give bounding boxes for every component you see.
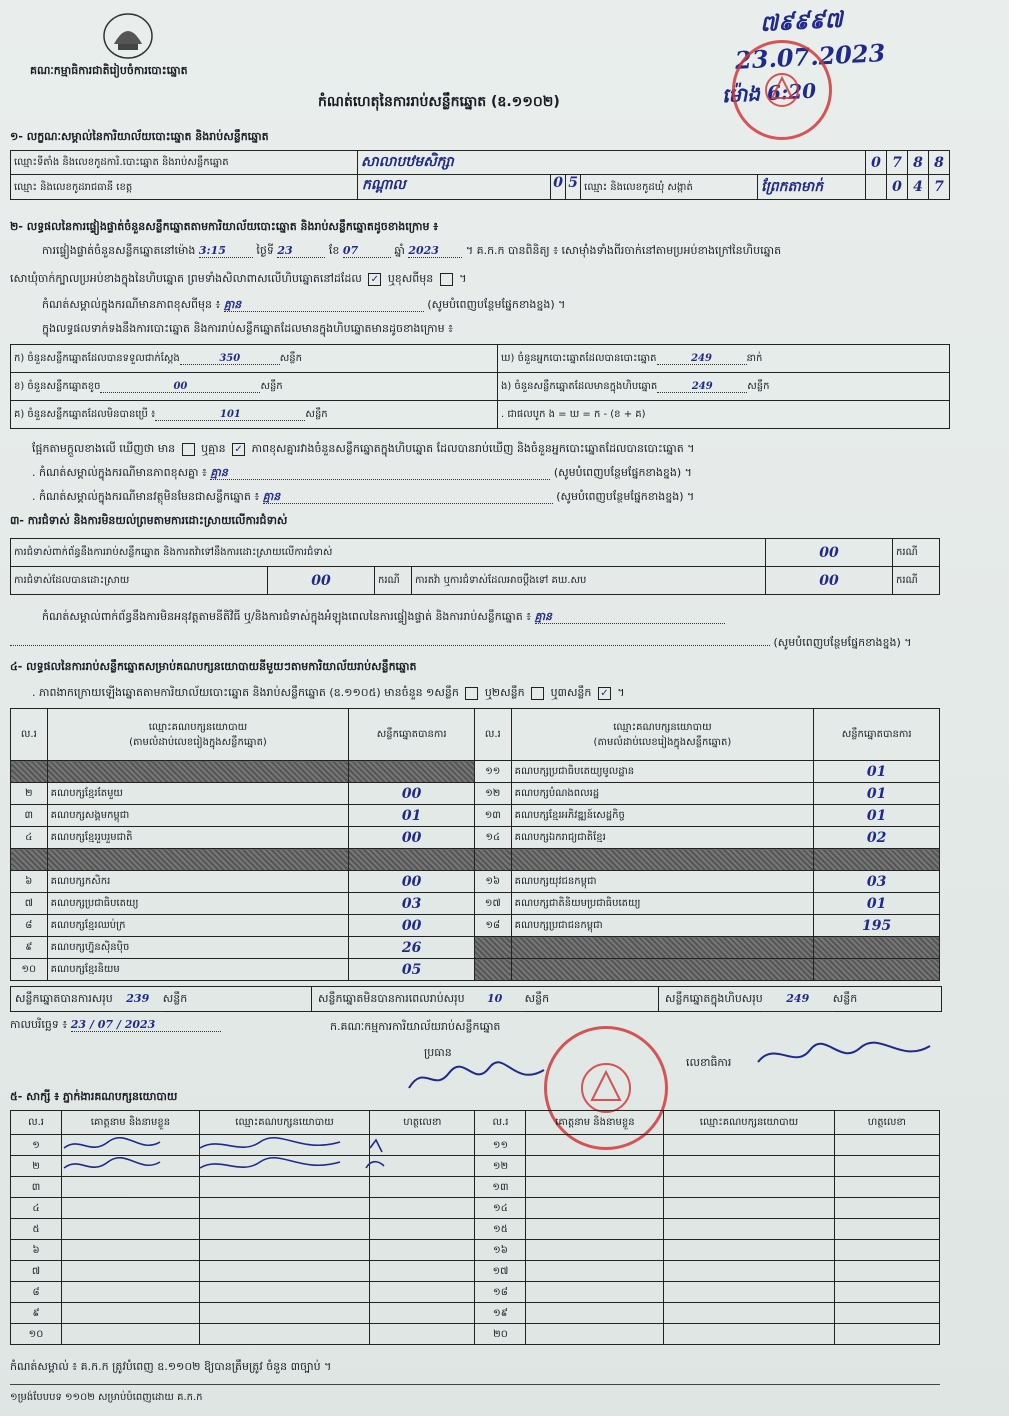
witness-no: ២០ [475,1324,526,1345]
party-name: គណបក្សសង្គមកម្ពុជា [47,805,349,827]
party-votes: 00 [349,783,475,805]
verify-year: 2023 [408,244,462,258]
row-label: ក) ចំនួនសន្លឹកឆ្នោតដែលបានទទួលជាក់ស្តែង [14,353,180,364]
text-fragment: សន្លឹក [162,992,188,1005]
no-difference-checkbox[interactable]: ✓ [232,443,245,456]
col-name: គោត្តនាម និងនាមខ្លួន [526,1111,664,1135]
blank-line [10,645,770,646]
col-party [47,709,349,761]
text-fragment: . កំណត់សម្គាល់ក្នុងករណីមានវត្ថុមិនមែនជាសន្លឹកឆ្នោត ៖ [32,490,260,503]
party-name: គណបក្សប្រជាធិបតេយ្យមូលដ្ឋាន [511,761,814,783]
witness-signature [370,1240,475,1261]
total-box: 249 [763,987,833,1012]
witness-name [526,1282,664,1303]
station-code-digit: 0 [866,151,887,175]
row-label: ខ) ចំនួនសន្លឹកឆ្នោតខូច [14,381,101,392]
row-label: ង) ចំនួនសន្លឹកឆ្នោតដែលមានក្នុងហិបឆ្នោត [501,381,658,392]
has-difference-checkbox[interactable] [182,443,195,456]
total-valid: 239 [113,987,163,1012]
province-label: ឈ្មោះ និងលេខកូដរាជធានី ខេត្ត [11,175,358,200]
note-line-1 [42,298,565,312]
witness-name [526,1156,664,1177]
form-title: កំណត់ហេតុនៃការរាប់សន្លឹកឆ្នោត (ឧ.១១០២) [318,94,560,110]
witness-name [526,1219,664,1240]
witness-name [526,1135,664,1156]
shaded-cell [511,849,814,871]
footer-ref: ១ម្រង់បែបបទ ១១០២ សម្រាប់បំពេញដោយ គ.ក.ក [10,1392,203,1403]
copies-line: . ភាពងាកក្រោយឡើងឆ្នោតតាមការិយាល័យបោះឆ្នោត និងរាប់សន្លឹកឆ្នោត (ឧ.១១០៥) មានចំនួន ១សន្លឹក ឬ២សន្លឹក ឬ៣សន្លឹក ✓ ។ [32,686,625,699]
shaded-cell [511,959,814,981]
witness-party [664,1156,834,1177]
witness-party [664,1324,834,1345]
col-no: ល.រ [11,1111,62,1135]
party-name: គណបក្សខ្មែរឈប់ក្រ [47,915,349,937]
witness-signature [370,1282,475,1303]
verify-time: 3:15 [199,244,253,258]
witness-no: ១៣ [475,1177,526,1198]
shaded-cell [814,849,940,871]
party-row [11,959,940,981]
party-votes: 01 [814,783,940,805]
party-votes: 195 [814,915,940,937]
witness-party [664,1303,834,1324]
witness-signature [834,1198,939,1219]
witness-signature [834,1261,939,1282]
copies-1-checkbox[interactable] [465,687,478,700]
procedure-note-value: គ្មាន [535,610,725,624]
witness-no: ៦ [11,1240,62,1261]
commune-code-digit: 7 [929,175,950,200]
party-name: គណបក្សហ្វ៊ុនស៊ិនប៉ិច [47,937,349,959]
shaded-cell [814,937,940,959]
party-name: គណបក្សប្រជាធិបតេយ្យ [47,893,349,915]
party-no: ១៦ [474,871,511,893]
witness-handwriting-icon [60,1134,390,1178]
col-sign: ហត្ថលេខា [370,1111,475,1135]
col-no: ល.រ [11,709,48,761]
text-fragment: ថ្ងៃទី [256,244,274,257]
witness-name [62,1219,200,1240]
witness-party [664,1219,834,1240]
party-name: គណបក្សខ្មែរអភិវឌ្ឍន៍សេដ្ឋកិច្ច [511,805,814,827]
section4-heading: ៤- លទ្ធផលនៃការរាប់សន្លឹកឆ្នោតសម្រាប់គណបក្សនយោបាយនីមួយៗតាមការិយាល័យរាប់សន្លឹកឆ្នោត [10,660,417,673]
party-votes: 26 [349,937,475,959]
witness-party [664,1177,834,1198]
witness-no: ១១ [475,1135,526,1156]
verify-month: 07 [343,244,391,258]
shaded-cell [474,849,511,871]
witness-signature [370,1177,475,1198]
witness-no: ២ [11,1156,62,1177]
party-no: ៨ [11,915,48,937]
party-no: ១០ [11,959,48,981]
party-row [11,871,940,893]
witness-row [11,1177,940,1198]
row-label: គ) ចំនួនសន្លឹកឆ្នោតដែលមិនបានប្រើ ៖ [14,409,156,420]
shaded-cell [47,761,349,783]
party-votes: 01 [349,805,475,827]
witness-no: ១២ [475,1156,526,1177]
party-no: ១៤ [474,827,511,849]
col-votes: សន្លឹកឆ្នោតបានការ [349,709,475,761]
complaints-label: ការជំទាស់ពាក់ព័ន្ធនឹងការរាប់សន្លឹកឆ្នោត និងការតវ៉ាទៅនឹងការដោះស្រាយលើការជំទាស់ [11,539,766,567]
party-no: ៩ [11,937,48,959]
text-fragment: សន្លឹកឆ្នោតក្នុងហិបសរុប [665,992,763,1005]
party-name: គណបក្សខ្មែរតែមួយ [47,783,349,805]
footer-note: កំណត់សម្គាល់ ៖ គ.ក.ក ត្រូវបំពេញ ឧ.១១០២ ឱ្យបានត្រឹមត្រូវ ចំនួន ៣ច្បាប់ ។ [10,1360,332,1373]
totals-row [10,986,942,1012]
party-votes: 05 [349,959,475,981]
unit-label: ករណី [375,567,412,595]
witness-no: ៨ [11,1282,62,1303]
party-row [11,937,940,959]
section1-table [10,150,950,200]
committee-name: គណៈកម្មាធិការជាតិរៀបចំការបោះឆ្នោត [30,64,188,77]
shaded-cell [511,937,814,959]
party-name: គណបក្សឯករាជ្យជាតិខ្មែរ [511,827,814,849]
note-line-3 [32,490,694,504]
verification-line [42,244,781,258]
party-rows [11,761,940,981]
witness-party [664,1261,834,1282]
witness-no: ៩ [11,1303,62,1324]
commune-value: ព្រែកតាមាក់ [758,175,866,200]
party-row [11,783,940,805]
verify-day: 23 [277,244,325,258]
party-row [11,805,940,827]
row-unit: សន្លឹក [747,381,770,392]
text-fragment: កាលបរិច្ឆេទ ៖ [10,1018,68,1031]
witness-no: ១៩ [475,1303,526,1324]
witness-no: ១ [11,1135,62,1156]
witness-name [62,1240,200,1261]
text-fragment: ខែ [328,244,340,257]
text-fragment: សោឃុំចាក់ក្បាលប្រអប់ខាងក្នុងនៃហិបឆ្នោត ព្រមទាំងសិលាពាសលើហិបឆ្នោតនៅដដែល [10,272,362,285]
party-no: ៣ [11,805,48,827]
commune-label: ឈ្មោះ និងលេខកូដឃុំ សង្កាត់ [580,175,757,199]
witness-signature [834,1135,939,1156]
witness-name [526,1177,664,1198]
witness-party [199,1198,369,1219]
unit-label: ករណី [893,539,940,567]
text-fragment: ឆ្នាំ [394,244,405,257]
col-no: ល.រ [474,709,511,761]
party-no: ២ [11,783,48,805]
footer-divider [10,1384,940,1385]
party-name: គណបក្សខ្មែររួបរួមជាតិ [47,827,349,849]
witness-signature [370,1219,475,1240]
witness-signature [834,1303,939,1324]
witness-no: ១៨ [475,1282,526,1303]
witness-name [526,1240,664,1261]
shaded-cell [349,761,475,783]
complaints-table [10,538,940,595]
shaded-cell [474,959,511,981]
party-votes: 03 [349,893,475,915]
col-no: ល.រ [475,1111,526,1135]
appeal-label: ការតវ៉ា ឬការជំទាស់ដែលអាចប្តឹងទៅ គឃ.សប [412,567,766,595]
text-fragment: សន្លឹកឆ្នោតមិនបានការពេលរាប់សរុប [318,992,465,1005]
station-code-digit: 8 [929,151,950,175]
witness-signature [370,1198,475,1219]
col-party: ឈ្មោះគណបក្សនយោបាយ [664,1111,834,1135]
official-stamp-top [732,40,832,140]
party-row [11,849,940,871]
witness-no: ៥ [11,1219,62,1240]
witness-row [11,1261,940,1282]
section1-heading: ១- លក្ខណៈសម្គាល់នៃការិយាល័យបោះឆ្នោត និងរាប់សន្លឹកឆ្នោត [10,130,269,143]
witness-no: ៧ [11,1261,62,1282]
party-name: គណបក្សកសិករ [47,871,349,893]
station-code-digit: 7 [887,151,908,175]
party-no: ៤ [11,827,48,849]
witness-party [199,1303,369,1324]
party-votes: 00 [349,827,475,849]
witness-party [199,1282,369,1303]
party-name: គណបក្សប្រជាជនកម្ពុជា [511,915,814,937]
party-row [11,893,940,915]
witness-party [199,1177,369,1198]
witness-party [664,1198,834,1219]
witness-signature [370,1303,475,1324]
row-unit: សន្លឹក [305,409,328,420]
col-name: គោត្តនាម និងនាមខ្លួន [62,1111,200,1135]
copies-2-checkbox[interactable] [531,687,544,700]
procedure-note-line-2 [10,636,940,649]
shaded-cell [349,849,475,871]
witness-row [11,1303,940,1324]
party-row [11,761,940,783]
procedure-note [42,610,725,624]
formula-label: . ជាផលបូក ង = ឃ = ក - (ខ + គ) [501,409,646,420]
witness-name [526,1261,664,1282]
party-name: គណបក្សបំណងពលរដ្ឋ [511,783,814,805]
col-sign: ហត្ថលេខា [834,1111,939,1135]
col-party-title: ឈ្មោះគណបក្សនយោបាយ [148,721,248,733]
seal-line: សោឃុំចាក់ក្បាលប្រអប់ខាងក្នុងនៃហិបឆ្នោត ព្រមទាំងសិលាពាសលើហិបឆ្នោតនៅដដែល ✓ ឬខុសពីមុន ។ [10,272,467,285]
resolved-label: ការជំទាស់ដែលបានដោះស្រាយ [11,567,268,595]
handwritten-time: ម៉ោង 6:20 [721,78,817,108]
witness-no: ១០ [11,1324,62,1345]
party-no: ១២ [474,783,511,805]
text-fragment: ផ្អែកតាមក្តួលខាងលើ ឃើញថា មាន [32,442,176,455]
section5-heading: ៥- សាក្សី ៖ ភ្នាក់ងារគណបក្សនយោបាយ [10,1090,178,1103]
witness-party [664,1282,834,1303]
witness-signature [834,1324,939,1345]
witness-row [11,1324,940,1345]
province-value: កណ្តាល [362,177,406,193]
witness-name [526,1303,664,1324]
note-value: គ្មាន [224,298,424,312]
signing-date: 23 / 07 / 2023 [71,1018,221,1032]
party-name: គណបក្សយុវជនកម្ពុជា [511,871,814,893]
col-votes: សន្លឹកឆ្នោតបានការ [814,709,940,761]
secretary-label: លេខាធិការ [686,1056,732,1069]
text-fragment: . កំណត់សម្គាល់ក្នុងករណីមានភាពខុសគ្នា ៖ [32,466,207,479]
shaded-cell [474,937,511,959]
witness-no: ៣ [11,1177,62,1198]
section3-heading: ៣- ការជំទាស់ និងការមិនយល់ព្រមតាមការដោះស្រាយលើការជំទាស់ [10,514,288,527]
commune-code-digit: 0 [887,175,908,200]
unused-value: 101 [155,409,305,421]
party-votes: 03 [814,871,940,893]
text-fragment: ឬ២សន្លឹក [484,686,525,699]
col-party-sub: (តាមលំដាប់លេខរៀងក្នុងសន្លឹកឆ្នោត) [593,736,732,748]
province-code-digit: 0 [550,175,565,199]
station-code-digit: 8 [908,151,929,175]
text-fragment: ឬខុសពីមុន [387,272,434,285]
witness-signature [834,1177,939,1198]
text-fragment: សន្លឹក [524,992,550,1005]
party-votes: 01 [814,761,940,783]
witness-signature [834,1282,939,1303]
text-fragment: កំណត់សម្គាល់ពាក់ព័ន្ធនឹងការមិនអនុវត្តតាមនីតិវិធី ឬ/និងការជំទាស់ក្នុងអំឡុងពេលនៃការផ្ទៀងផ្ទាត់ និងការរាប់សន្លឹកឆ្នោត ៖ [42,610,532,623]
text-fragment: ឬគ្មាន [201,442,226,455]
text-fragment: (សូមបំពេញបន្ថែមផ្នែកខាងខ្នង) ។ [427,298,566,311]
party-row [11,827,940,849]
witness-row [11,1198,940,1219]
text-fragment: (សូមបំពេញបន្ថែមផ្នែកខាងខ្នង) ។ [556,490,695,503]
witness-signature [370,1261,475,1282]
witness-signature [834,1156,939,1177]
party-votes: 02 [814,827,940,849]
chair-signature-icon [404,1058,554,1098]
shaded-cell [11,849,48,871]
party-no: ១៧ [474,893,511,915]
text-fragment: ។ គ.ក.ក បានពិនិត្យ ៖ សោម៉ាំងទាំងពីរចាក់នៅតាមប្រអប់ខាងក្រៅនៃហិបឆ្នោត [465,244,782,257]
text-fragment: កំណត់សម្គាល់ក្នុងករណីមានភាពខុសពីមុន ៖ [42,298,221,311]
witness-party [199,1240,369,1261]
copies-3-checkbox[interactable]: ✓ [598,687,611,700]
party-name: គណបក្សជាតិនិយមប្រជាធិបតេយ្យ [511,893,814,915]
witness-row [11,1240,940,1261]
party-no: ១៣ [474,805,511,827]
shaded-cell [11,761,48,783]
station-value: សាលាបឋមសិក្សា [358,151,866,175]
witness-no: ១៤ [475,1198,526,1219]
witness-signature [370,1324,475,1345]
col-party-title: ឈ្មោះគណបក្សនយោបាយ [613,721,712,733]
total-invalid: 10 [465,987,525,1012]
party-no: ៦ [11,871,48,893]
unit-label: ករណី [893,567,940,595]
text-fragment: ភាពខុសគ្នារវាងចំនួនសន្លឹកឆ្នោតក្នុងហិបឆ្នោត ដែលបានរាប់ឃើញ និងចំនួនអ្នកបោះឆ្នោតដែលបានបោះឆ្នោត ។ [251,442,695,455]
col-party-sub: (តាមលំដាប់លេខរៀងក្នុងសន្លឹកឆ្នោត) [129,736,267,748]
handwritten-code: ៧៩៩៩៧ [759,6,844,38]
text-fragment: . ភាពងាកក្រោយឡើងឆ្នោតតាមការិយាល័យបោះឆ្នោត និងរាប់សន្លឹកឆ្នោត (ឧ.១១០៥) មានចំនួន ១សន្លឹក [32,686,459,699]
row-unit: សន្លឹក [279,353,302,364]
party-results-table [10,708,940,981]
handwritten-date: 23.07.2023 [734,38,886,75]
witness-party [199,1324,369,1345]
text-fragment: (សូមបំពេញបន្ថែមផ្នែកខាងខ្នង) ។ [773,636,912,649]
party-votes: 01 [814,805,940,827]
section2-heading: ២- លទ្ធផលនៃការផ្ទៀងផ្ទាត់ចំនួនសន្លឹកឆ្នោតតាមការិយាល័យបោះឆ្នោត និងរាប់សន្លឹកឆ្នោតដូចខាងក្រោម ៖ [10,220,439,233]
spoiled-value: 00 [100,381,260,393]
date-line [10,1018,221,1032]
witness-signature [834,1219,939,1240]
row-label: ឃ) ចំនួនអ្នកបោះឆ្នោតដែលបានបោះឆ្នោត [501,353,657,364]
shaded-cell [47,849,349,871]
party-no: ១១ [474,761,511,783]
received-value: 350 [180,353,280,365]
secretary-signature-icon [750,1030,940,1080]
party-votes: 00 [349,871,475,893]
witness-name [62,1177,200,1198]
col-party [511,709,814,761]
changed-checkbox[interactable] [440,273,453,286]
shaded-cell [814,959,940,981]
row-unit: នាក់ [746,353,763,364]
row-unit: សន្លឹក [260,381,283,392]
emblem-icon [100,10,156,62]
appeal-value: 00 [766,567,893,595]
witness-party [664,1135,834,1156]
note2-value: គ្មាន [210,466,550,480]
witness-party [199,1219,369,1240]
party-no: ៧ [11,893,48,915]
complaints-value: 00 [766,539,893,567]
witness-name [62,1324,200,1345]
station-label: ឈ្មោះទីតាំង និងលេខកូដការិ.បោះឆ្នោត និងរាប់សន្លឹកឆ្នោត [11,151,358,175]
party-votes: 01 [814,893,940,915]
witness-no: ១៦ [475,1240,526,1261]
commune-code-digit: 4 [908,175,929,200]
text-fragment: (សូមបំពេញបន្ថែមផ្នែកខាងខ្នង) ។ [553,466,692,479]
witness-name [62,1198,200,1219]
note-line-2 [32,466,692,480]
party-no: ១៨ [474,915,511,937]
witness-row [11,1219,940,1240]
party-name: គណបក្សខ្មែរនិយម [47,959,349,981]
results-table [10,344,950,429]
witness-name [526,1198,664,1219]
witness-name [526,1324,664,1345]
witness-row [11,1282,940,1303]
ballots-in-box-value: 249 [657,381,747,393]
text-fragment: សន្លឹកឆ្នោតបានការសរុប [15,992,113,1005]
witness-name [62,1261,200,1282]
chair-label: ប្រធាន [424,1046,452,1059]
witness-no: ៤ [11,1198,62,1219]
note3-value: គ្មាន [263,490,553,504]
party-row [11,915,940,937]
same-checkbox[interactable]: ✓ [368,273,381,286]
witness-name [62,1303,200,1324]
witness-signature [834,1240,939,1261]
witness-party [664,1240,834,1261]
col-party: ឈ្មោះគណបក្សនយោបាយ [199,1111,369,1135]
witness-party [199,1261,369,1282]
text-fragment: ការផ្ទៀងផ្ទាត់ចំនួនសន្លឹកឆ្នោតនៅម៉ោង [42,244,196,257]
witness-name [62,1282,200,1303]
results-intro: ក្នុងលទ្ធផលទាក់ទងនឹងការបោះឆ្នោត និងការរាប់សន្លឹកឆ្នោតដែលមានក្នុងហិបឆ្នោតមានដូចខាងក្រោម ៖ [42,322,453,335]
voters-value: 249 [657,353,747,365]
witness-no: ១៧ [475,1261,526,1282]
committee-sign-label: ក.គណៈកម្មការការិយាល័យរាប់សន្លឹកឆ្នោត [330,1020,501,1033]
resolved-value: 00 [268,567,375,595]
party-votes: 00 [349,915,475,937]
difference-line [32,442,694,456]
witness-no: ១៥ [475,1219,526,1240]
province-code-digit: 5 [565,175,580,199]
text-fragment: សន្លឹក [832,992,858,1005]
text-fragment: ឬ៣សន្លឹក [550,686,592,699]
